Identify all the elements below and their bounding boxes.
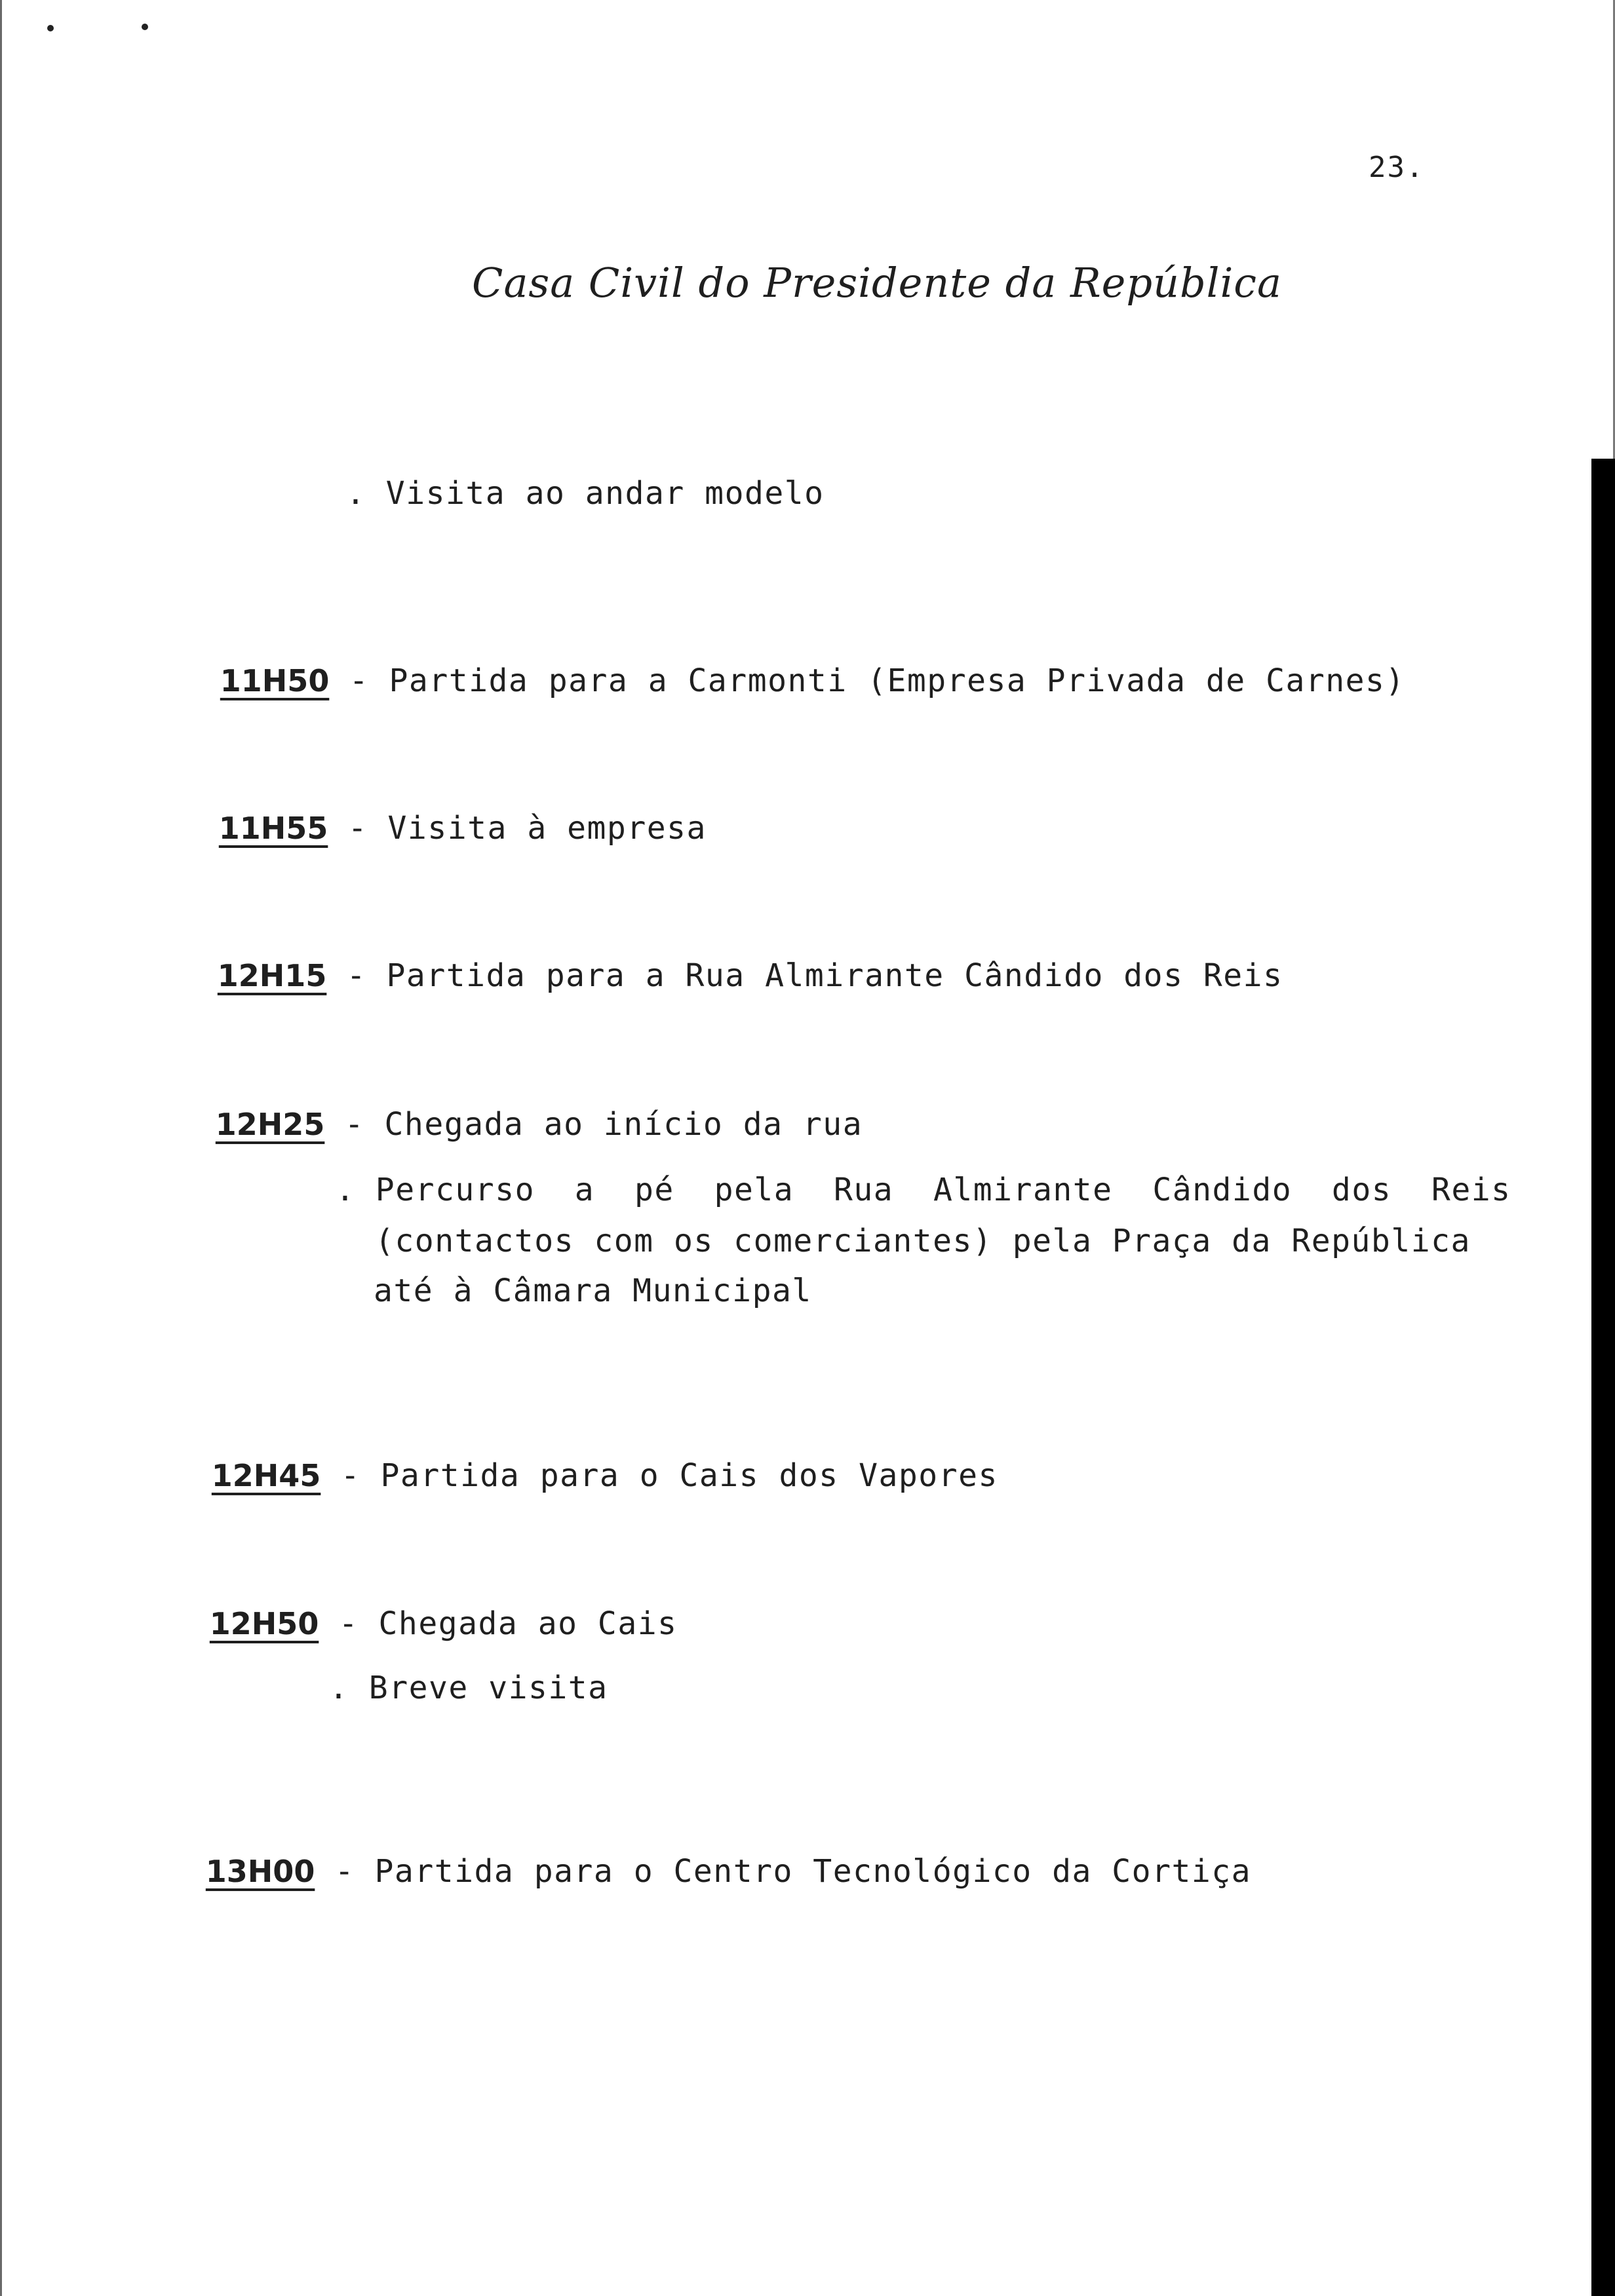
schedule-entry: 12H45 - Partida para o Cais dos Vapores [211,1457,998,1494]
bullet-item: . Visita ao andar modelo [346,475,825,512]
letterhead: Casa Civil do Presidente da República [472,259,1282,307]
schedule-entry: 12H15 - Partida para a Rua Almirante Cândido dos Reis [217,957,1283,994]
entry-text: Partida para o Cais dos Vapores [380,1457,998,1494]
entry-text: Chegada ao início da rua [384,1106,863,1143]
entry-time: 12H15 [217,958,327,993]
entry-time: 11H50 [220,663,330,698]
scan-speck [47,25,54,31]
bullet-item-continuation: até à Câmara Municipal [374,1272,812,1309]
entry-text: Partida para a Rua Almirante Cândido dos Reis [386,957,1283,994]
page-number: 23. [1369,151,1425,184]
schedule-entry: 12H25 - Chegada ao início da rua [215,1106,863,1143]
entry-text: Chegada ao Cais [378,1605,678,1642]
entry-time: 12H45 [211,1458,321,1493]
scan-speck [142,24,148,30]
entry-text: Partida para a Carmonti (Empresa Privada de Carnes) [389,662,1405,699]
entry-time: 11H55 [218,811,328,846]
entry-time: 12H25 [215,1107,325,1142]
entry-time: 12H50 [209,1606,319,1641]
entry-time: 13H00 [205,1854,315,1889]
schedule-entry: 11H50 - Partida para a Carmonti (Empresa Privada de Carnes) [220,662,1405,699]
bullet-item-continuation: (contactos com os comerciantes) pela Praça da República [375,1223,1471,1259]
schedule-entry: 13H00 - Partida para o Centro Tecnológico da Cortiça [205,1853,1252,1890]
scan-edge-right [1591,459,1615,2296]
bullet-item: . Breve visita [329,1670,608,1706]
schedule-entry: 12H50 - Chegada ao Cais [209,1605,678,1642]
entry-text: Visita à empresa [387,810,707,847]
bullet-item: . Percurso a pé pela Rua Almirante Cândido dos Reis [336,1172,1511,1208]
schedule-entry: 11H55 - Visita à empresa [218,810,707,847]
scan-edge-left [0,0,2,2296]
entry-text: Partida para o Centro Tecnológico da Cortiça [374,1853,1252,1890]
